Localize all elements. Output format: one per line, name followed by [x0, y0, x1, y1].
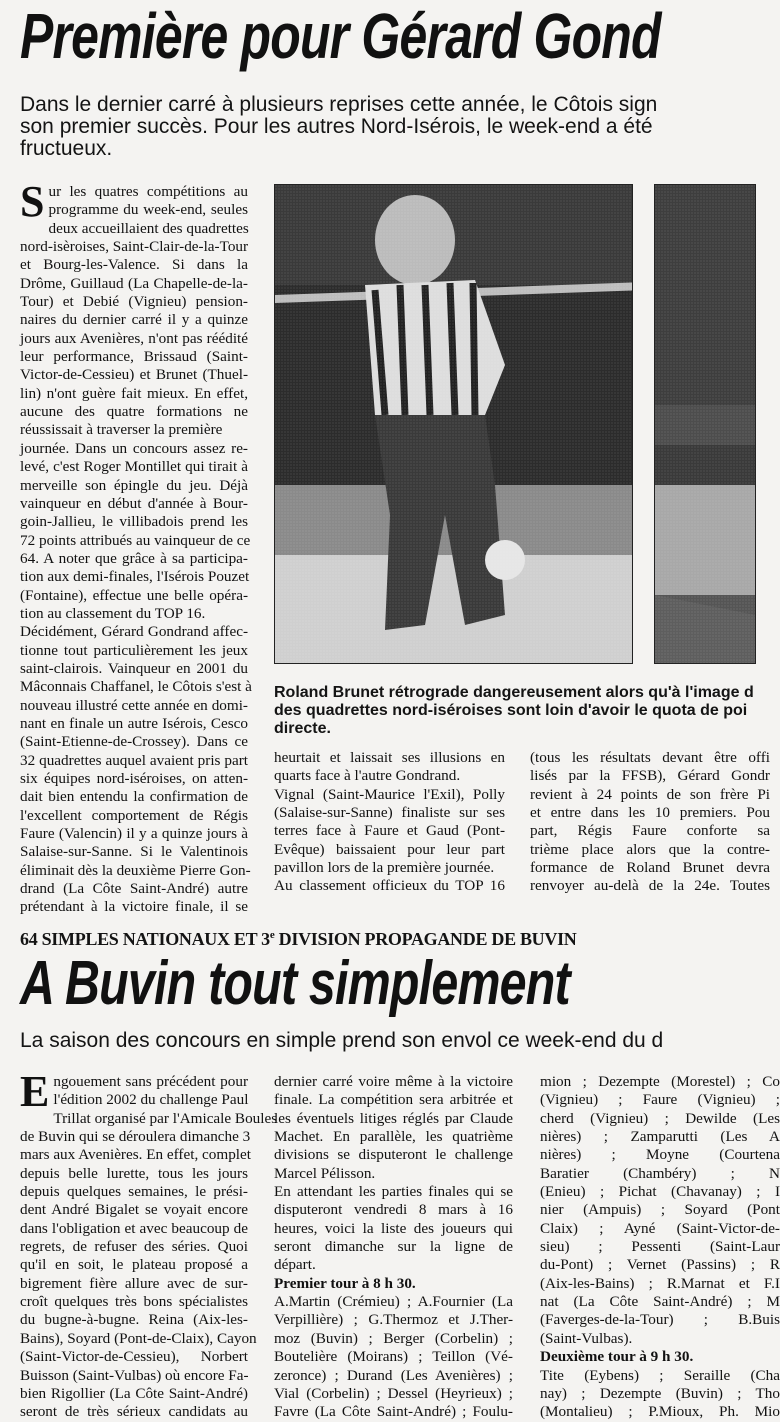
text-line: Evêque) baissaient pour leur part: [274, 840, 505, 858]
text-line: (Vignieu) ; Faure (Vignieu) ;: [540, 1091, 780, 1109]
text-line: bigrement fière allure avec de sur-: [20, 1274, 248, 1292]
chapo-line: son premier succès. Pour les autres Nord-Isérois, le week-end a été: [20, 115, 653, 138]
text-line: goin-Jallieu, le villibadois prend les: [20, 513, 248, 531]
text-line: pavillon lors de la première journée.: [274, 859, 495, 877]
text-line: ngouement sans précédent pour: [53, 1073, 248, 1090]
text-line: ur les quatres compétitions au: [48, 183, 248, 200]
text-line: leur performance, Brissaud (Saint-: [20, 348, 248, 366]
secondary-photo: [654, 184, 756, 664]
text-line: (Montalieu) ; P.Mioux, Ph. Mio: [540, 1403, 780, 1421]
text-line: et entre dans les 10 premiers. Pou: [530, 804, 770, 822]
article2-kicker: [20, 925, 576, 949]
kicker-text: DIVISION PROPAGANDE DE BUVIN: [274, 929, 577, 949]
text-line: Buisson (Saint-Vulbas) où encore Fa-: [20, 1366, 249, 1384]
article2-column-2: [274, 1073, 513, 1422]
text-line: divisions se disputeront le challenge: [274, 1146, 513, 1164]
text-line: Marcel Pélisson.: [274, 1164, 376, 1182]
text-line: Machet. En parallèle, les quatrième: [274, 1128, 513, 1146]
text-line: lisés par la FFSB), Gérard Gondr: [530, 767, 770, 785]
kicker-text: 64 SIMPLES NATIONAUX ET 3: [20, 929, 270, 949]
text-line: Victor-de-Cessieu) et Brunet (Thuel-: [20, 366, 248, 384]
caption-line: directe.: [274, 720, 331, 737]
text-line: (Aix-les-Bains) ; R.Marnat et F.I: [540, 1274, 780, 1292]
text-line: revient à 24 points de son frère Pi: [530, 785, 770, 803]
text-line: trième place alors que la contre-: [530, 840, 770, 858]
text-line: heurtait et laissait ses illusions en: [274, 749, 505, 766]
text-line: l'excellent comportement de Régis: [20, 806, 248, 824]
text-line: mars aux Avenières. En effet, complet: [20, 1146, 251, 1164]
text-line: tion au classement du TOP 16.: [20, 604, 206, 622]
text-line: Mâconnais Chaffanel, le Côtois s'est à: [20, 678, 252, 696]
text-line: (tous les résultats devant être offi: [530, 749, 770, 766]
text-line: (Saint-Victor-de-Cessieu), Norbert: [20, 1348, 248, 1366]
spectators-photo: [655, 185, 755, 663]
text-line: Claix) ; Ayné (Saint-Victor-de-: [540, 1219, 780, 1237]
text-line: terres face à Faure et Gaud (Pont-: [274, 822, 505, 840]
text-line: l'édition 2002 du challenge Paul: [53, 1091, 249, 1109]
text-line: (Saint-Etienne-de-Crossey). Dans ce: [20, 733, 248, 751]
text-line: du bugne-à-bugne. Reina (Aix-les-: [20, 1311, 248, 1329]
caption-line: Roland Brunet rétrograde dangereusement alors qu'à l'image d: [274, 684, 754, 701]
text-line: départ.: [274, 1256, 316, 1274]
text-line: tionne tout particulièrement les jeux: [20, 641, 248, 659]
text-line: moz (Buvin) ; Berger (Corbelin) ;: [274, 1329, 513, 1347]
article2-column-3: [540, 1073, 780, 1422]
text-line: dait bien entendu la confirmation de: [20, 788, 248, 806]
chapo-line: Dans le dernier carré à plusieurs reprises cette année, le Côtois sign: [20, 93, 658, 116]
text-line: sieu) ; Pessenti (Saint-Laur: [540, 1238, 780, 1256]
text-line: quarts face à l'autre Gondrand.: [274, 767, 461, 785]
text-line: nières) ; Moyne (Courtena: [540, 1146, 780, 1164]
text-line: jours aux Avenières, n'ont pas réédité: [20, 329, 248, 347]
dropcap: E: [20, 1067, 50, 1116]
text-line: prétendant à la victoire finale, il se: [20, 898, 248, 916]
text-line: part, Régis Faure conforte sa: [530, 822, 770, 840]
text-line: renvoyer au-delà de la 24e. Toutes: [530, 877, 770, 895]
photo-caption: [274, 684, 754, 738]
text-line: cherd (Vignieu) ; Dewilde (Les: [540, 1109, 780, 1127]
text-line: disputeront vendredi 8 mars à 16: [274, 1201, 513, 1219]
text-line: deux accueillaient des quadrettes: [48, 219, 249, 237]
text-line: seront dimanche sur la ligne de: [274, 1238, 513, 1256]
text-line: depuis belle lurette, tous les jours: [20, 1164, 248, 1182]
article2-chapo: La saison des concours en simple prend son envol ce week-end du d: [20, 1029, 664, 1052]
text-line: (Salaise-sur-Sanne) finaliste sur ses: [274, 804, 505, 822]
text-line: Vignal (Saint-Maurice l'Exil), Polly: [274, 785, 505, 803]
text-line: Trillat organisé par l'Amicale Boules: [53, 1109, 278, 1127]
article1-column-3: [530, 749, 770, 896]
text-line: éliminait dès la deuxième Pierre Gon-: [20, 861, 251, 879]
text-line: lin) n'ont guère fait mieux. En effet,: [20, 384, 248, 402]
text-line: nay) ; Dezempte (Buvin) ; Tho: [540, 1384, 780, 1402]
text-line: Vial (Corbelin) ; Dessel (Heyrieux) ;: [274, 1384, 513, 1402]
text-line: saint-clairois. Vainqueur en 2001 du: [20, 659, 248, 677]
text-line: Premier tour à 8 h 30.: [274, 1274, 416, 1292]
text-line: de Buvin qui se déroulera dimanche 3: [20, 1128, 251, 1146]
text-line: 32 quadrettes auquel avaient pris part: [20, 751, 248, 769]
text-line: dans l'obligation et avec beaucoup de: [20, 1219, 248, 1237]
chapo-line: fructueux.: [20, 137, 113, 160]
text-line: aucune des quatre formations ne: [20, 403, 248, 421]
text-line: (Saint-Vulbas).: [540, 1329, 633, 1347]
text-line: programme du week-end, seules: [48, 201, 248, 219]
text-line: (Faverges-de-la-Tour) ; B.Buis: [540, 1311, 780, 1329]
text-line: drand (La Côte Saint-André) autre: [20, 880, 248, 898]
text-line: Au classement officieux du TOP 16: [274, 877, 505, 895]
text-line: 64. A noter que grâce à sa participa-: [20, 549, 248, 567]
text-line: naires du dernier carré il y a quinze: [20, 311, 248, 329]
text-line: dernier carré voire même à la victoire: [274, 1073, 513, 1090]
text-line: Décidément, Gérard Gondrand affec-: [20, 623, 248, 641]
text-line: En attendant les parties finales qui se: [274, 1183, 513, 1201]
text-line: Deuxième tour à 9 h 30.: [540, 1348, 694, 1366]
text-line: zeronce) ; Durand (Les Avenières) ;: [274, 1366, 513, 1384]
text-line: six équipes nord-iséroises, on atten-: [20, 770, 248, 787]
text-line: Verpillière) ; G.Thermoz et J.Ther-: [274, 1311, 513, 1329]
text-line: Drôme, Guillaud (La Chapelle-de-la-: [20, 274, 248, 292]
text-line: merveille son épingle du jeu. Déjà: [20, 476, 248, 494]
text-line: Favre (La Côte Saint-André) ; Foulu-: [274, 1403, 513, 1421]
text-line: nouveau illustré cette année en domi-: [20, 696, 248, 714]
text-line: et Bourg-les-Valence. Si dans la: [20, 256, 248, 274]
text-line: Faure (Valencin) il y a quinze jours à: [20, 825, 248, 843]
text-line: nant en finale un autre Isérois, Cesco: [20, 714, 248, 732]
text-line: Bains), Soyard (Pont-de-Claix), Cayon: [20, 1329, 257, 1347]
text-line: Baratier (Chambéry) ; N: [540, 1164, 780, 1182]
text-line: dent André Bigalet se voyait encore: [20, 1201, 248, 1219]
text-line: regrets, de refuser des séries. Quoi: [20, 1238, 248, 1256]
text-line: A.Martin (Crémieu) ; A.Fournier (La: [274, 1293, 513, 1311]
text-line: (Fontaine), effectue une belle opéra-: [20, 586, 248, 604]
article1-chapo: [20, 94, 657, 160]
article2-headline: A Buvin tout simplement: [20, 949, 570, 1018]
text-line: Tite (Eybens) ; Seraille (Cha: [540, 1366, 780, 1384]
text-line: Boutelière (Moirans) ; Teillon (Vé-: [274, 1348, 513, 1366]
text-line: bien Rigollier (La Côte Saint-André): [20, 1384, 248, 1402]
text-line: journée. Dans un concours assez re-: [20, 439, 248, 457]
text-line: nières) ; Zamparutti (Les A: [540, 1128, 780, 1146]
text-line: 72 points attribués au vainqueur de ce: [20, 531, 251, 549]
text-line: croît quelques très bons spécialistes: [20, 1293, 248, 1311]
text-line: nord-isèroises, Saint-Clair-de-la-Tour: [20, 238, 249, 256]
text-line: Salaise-sur-Sanne. Si le Valentinois: [20, 843, 248, 861]
text-line: tion aux demi-finales, l'Isérois Pouzet: [20, 568, 250, 586]
caption-line: des quadrettes nord-iséroises sont loin d'avoir le quota de poi: [274, 702, 748, 719]
text-line: du-Pont) ; Vernet (Passins) ; R: [540, 1256, 780, 1274]
text-line: seront de très sérieux candidats au: [20, 1403, 248, 1421]
article1-headline: Première pour Gérard Gond: [20, 0, 661, 72]
text-line: (Enieu) ; Pichat (Chavanay) ; I: [540, 1183, 780, 1201]
kicker-superscript: e: [269, 929, 275, 941]
text-line: formance de Roland Brunet devra: [530, 859, 770, 877]
text-line: finale. La compétition sera arbitrée et: [274, 1091, 513, 1109]
text-line: nat (La Côte Saint-André) ; M: [540, 1293, 780, 1311]
dropcap: S: [20, 177, 45, 226]
text-line: nier (Ampuis) ; Soyard (Pont: [540, 1201, 780, 1219]
text-line: Tour) et Debié (Vignieu) pension-: [20, 293, 248, 311]
text-line: heures, voici la liste des joueurs qui: [274, 1219, 513, 1237]
text-line: mion ; Dezempte (Morestel) ; Co: [540, 1073, 780, 1090]
text-line: depuis quelques semaines, le prési-: [20, 1183, 248, 1201]
text-line: qu'il en soit, le plateau proposé a: [20, 1256, 248, 1274]
text-line: réussissait à traverser la première: [20, 421, 223, 439]
article1-column-2: [274, 749, 505, 896]
main-photo: [274, 184, 633, 664]
text-line: les éventuels litiges réglés par Claude: [274, 1109, 513, 1127]
boules-player-photo: [275, 185, 632, 663]
article1-column-1: [20, 177, 252, 917]
text-line: levé, c'est Roger Montillet qui tirait à: [20, 458, 248, 476]
article2-column-1: [20, 1067, 278, 1422]
text-line: vainqueur en début d'année à Bour-: [20, 494, 248, 512]
